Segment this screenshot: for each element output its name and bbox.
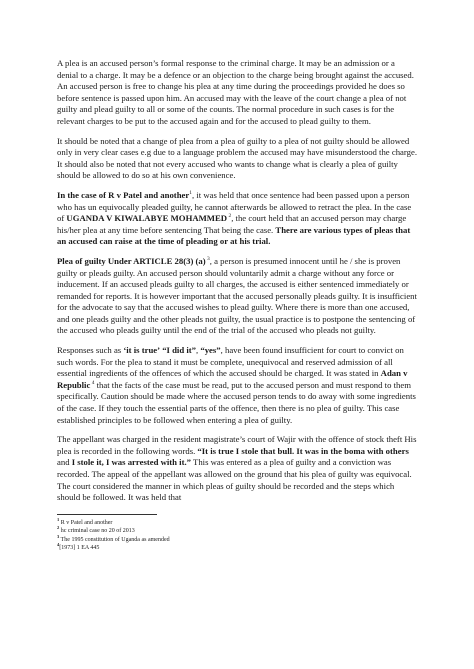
paragraph-text: , the court held that an accused person may charge his/her plea at any time before sentencing That being the case.	[57, 213, 407, 235]
paragraph-text: This was entered as a plea of guilty and a conviction was recorded. The appeal of the appellant was allowed on the ground that his plea of guilty was equivocal. The court considered the manner in which pleas of guilty should be recorded and the steps which should be followed. It was held that	[57, 457, 412, 503]
paragraph-text: , have been found insufficient for court to convict on such words. For the plea to stand it must be complete, unequivocal and reserved admission of all essential ingredients of the offences of which the accused should be charged. It was stated in	[57, 345, 404, 379]
paragraph-text: that the facts of the case must be read, put to the accused person and must respond to them specifically. Caution should be made where the accused person tends to do away with some ingredients of the case. If they touch the essential parts of the offence, then there is no plea of guilty. This case established principles to be followed when entering a plea of guilty.	[57, 379, 416, 425]
appellant-quote: “It is true I stole that bull. It was in the boma with others	[197, 445, 409, 456]
paragraph-text: , it was held that once sentence had been passed upon a person who has un equivocally pleaded guilty, he cannot afterwards be allowed to retract the plea. In the case of	[57, 189, 412, 224]
quote-i-did-it: “I did it”	[162, 345, 196, 356]
footnote-3	[57, 533, 418, 544]
footnote-4	[57, 544, 418, 552]
paragraph-text: Responses such as	[57, 345, 124, 356]
footnote-ref-1: 1	[189, 190, 192, 197]
footnote-1	[57, 516, 418, 527]
quote-it-is-true: ‘it is true’	[123, 345, 161, 356]
footnote-ref-3: 3	[205, 256, 210, 263]
footnotes	[57, 516, 418, 553]
paragraph-appellant	[57, 434, 418, 504]
footnote-text: R v Patel and another	[59, 519, 113, 526]
footnote-divider	[57, 514, 157, 515]
footnote-number: 2	[57, 525, 60, 531]
types-of-pleas-statement: There are various types of pleas that an accused can raise at the time of pleading or at his trial.	[57, 224, 411, 247]
separator: ,	[196, 345, 201, 356]
paragraph-plea-of-guilty	[57, 256, 418, 337]
footnote-number: 1	[57, 516, 60, 522]
case-reference-kiwalabye: UGANDA V KIWALABYE MOHAMMED	[66, 213, 228, 224]
footnote-number: 4	[57, 542, 60, 547]
footnote-text: hc criminal case no 20 of 2013	[59, 528, 135, 535]
quote-yes: “yes”	[200, 345, 221, 356]
paragraph-text: It should be noted that a change of plea from a plea of guilty to a plea of not guilty should be allowed only in very clear cases e.g due to a language problem the accused may have misunderstood the charge. It should also be noted that not every accused who wants to change what is clearly a plea of guilty should be allowed to do so at his own convenience.	[57, 135, 417, 181]
case-reference-adan: Adan v Republic	[57, 368, 408, 390]
footnote-ref-4: 4	[90, 379, 95, 386]
paragraph-text: , a person is presumed innocent until he / she is proven guilty or pleads guilty. An accused person should voluntarily admit a charge without any force or inducement. If an accused pleads guilty to all charges, the accused is either sentenced immediately or remanded for reports. It is however important that the accused personally pleads guilty. It is insufficient for the advocate to say that the accused wishes to plead guilty. Where there is more than one accused, and one pleads guilty and the other pleads not guilty, the usual practice is to postpone the sentencing of the accused who pleads guilty until the end of the trial of the accused who pleads not guilty.	[57, 255, 417, 336]
paragraph-text: A plea is an accused person’s formal response to the criminal charge. It may be an admission or a denial to a charge. It may be a defence or an objection to the charge being brought against the accused. An accused person is free to change his plea at any time during the proceedings provided he does so before sentence is passed upon him. An accused may with the leave of the court change a plea of not guilty and plead guilty to all or some of the counts. The normal procedure in such cases is for the relevant charges to be put to the accused again and for the accused to plead guilty to them.	[57, 58, 414, 126]
appellant-quote-continued: I stole it, I was arrested with it.”	[71, 457, 191, 468]
footnote-2	[57, 527, 418, 535]
section-heading-plea-of-guilty: Plea of guilty Under ARTICLE 28(3) (a)	[57, 255, 206, 266]
paragraph-case-law	[57, 190, 418, 248]
paragraph-text: The appellant was charged in the resident magistrate’s court of Wajir with the offence of stock theft His plea is recorded in the following words.	[57, 434, 417, 456]
footnote-number: 3	[57, 533, 60, 539]
paragraph-plea-definition	[57, 58, 418, 128]
case-reference-patel: In the case of R v Patel and another	[57, 189, 190, 200]
paragraph-responses	[57, 345, 418, 426]
paragraph-text: and	[57, 457, 72, 468]
footnote-ref-2: 2	[227, 213, 232, 220]
footnote-text: [1973] 1 EA 445	[59, 545, 100, 551]
paragraph-change-of-plea	[57, 136, 418, 182]
footnote-text: The 1995 constitution of Uganda as amended	[59, 536, 170, 543]
